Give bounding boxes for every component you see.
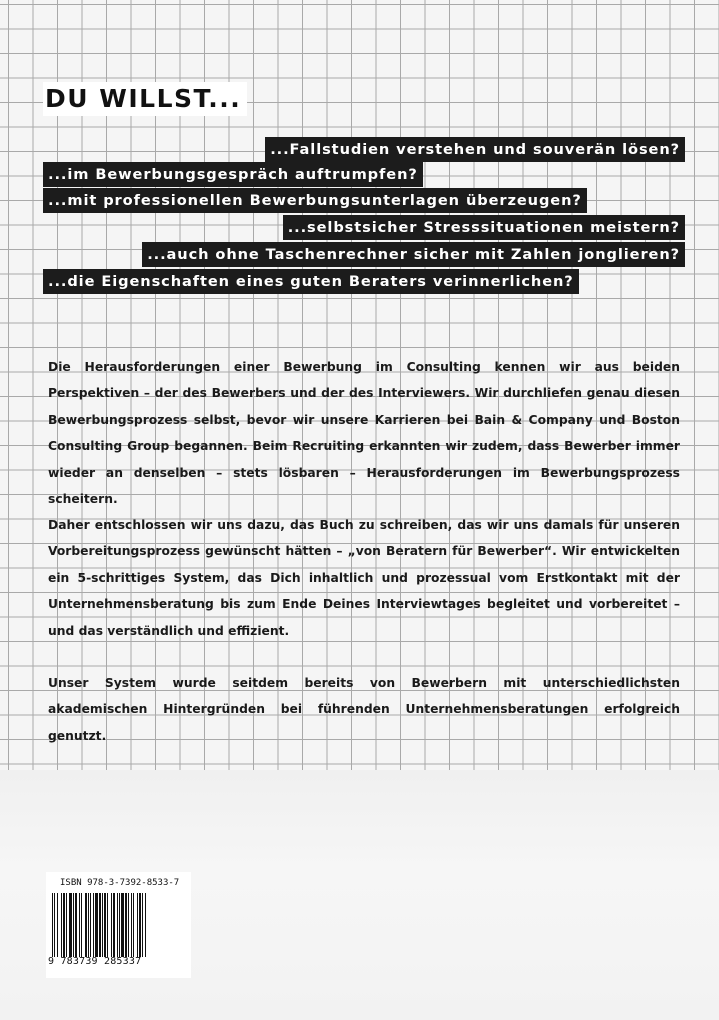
question-2: ...im Bewerbungsgespräch auftrumpfen?	[43, 162, 423, 187]
isbn-label: ISBN 978-3-7392-8533-7	[60, 878, 180, 888]
barcode-digits: 9 783739 285337	[48, 956, 142, 967]
question-4: ...selbstsicher Stresssituationen meistern?	[283, 215, 685, 240]
paragraph-3: Unser System wurde seitdem bereits von Bewerbern mit unterschiedlichsten akademischen Hintergründen bei führenden Unternehmensberatungen erfolgreich genutzt.	[48, 676, 680, 743]
barcode-icon	[52, 893, 185, 957]
paragraph-1: Die Herausforderungen einer Bewerbung im Consulting kennen wir aus beiden Perspektiven – der des Bewerbers und der des Interviewers. Wir durchliefen genau diesen Bewerbungsprozess selbst, bevor wir unsere Karrieren bei Bain & Company und Boston Consulting Group begannen. Beim Recruiting erkannten wir zudem, dass Bewerber immer wieder an denselben – stets lösbaren – Herausforderungen im Bewerbungsprozess scheitern.	[48, 360, 680, 507]
question-6: ...die Eigenschaften eines guten Beraters verinnerlichen?	[43, 269, 579, 294]
question-5: ...auch ohne Taschenrechner sicher mit Zahlen jonglieren?	[142, 242, 685, 267]
isbn-barcode-box	[46, 872, 191, 978]
question-1: ...Fallstudien verstehen und souverän lösen?	[265, 137, 685, 162]
paragraph-2: Daher entschlossen wir uns dazu, das Buch zu schreiben, das wir uns damals für unseren Vorbereitungsprozess gewünscht hätten – „von Beratern für Bewerber“. Wir entwickelten ein 5-schrittiges System, das Dich inhaltlich und prozessual vom Erstkontakt mit der Unternehmensberatung bis zum Ende Deines Interviewtages begleitet und vorbereitet – und das verständlich und effizient.	[48, 518, 680, 638]
headline: DU WILLST...	[43, 82, 247, 116]
question-3: ...mit professionellen Bewerbungsunterlagen überzeugen?	[43, 188, 587, 213]
